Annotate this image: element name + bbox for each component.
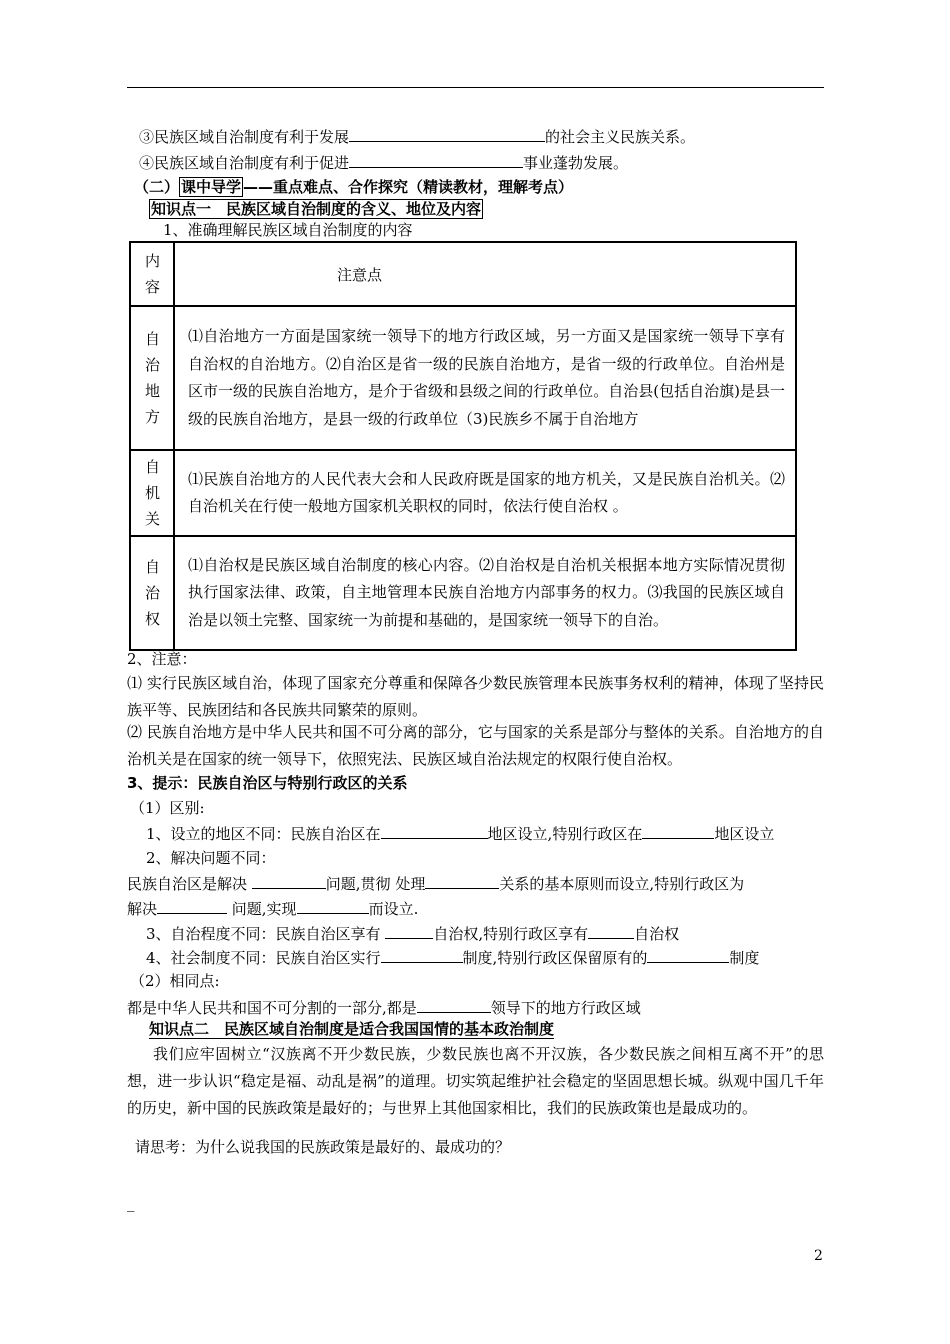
knowledge-point-1-title: 知识点一 民族区域自治制度的含义、地位及内容 — [151, 200, 482, 218]
row-text-cell: ⑴自治权是民族区域自治制度的核心内容。⑵自治权是自治机关根据本地方实际情况贯彻执行国家法律、政策，自主地管理本民族自治地方内部事务的权力。⑶我国的民族区域自治是以领土完整、国家统一为前提和基础的，是国家统一领导下的自治。 — [174, 536, 796, 650]
table-row — [130, 306, 796, 450]
answer-blank[interactable] — [297, 898, 369, 914]
answer-blank[interactable] — [381, 947, 463, 963]
boxed-title: 课中导学 — [181, 178, 242, 196]
row-text-cell: ⑴民族自治地方的人民代表大会和人民政府既是国家的地方机关，又是民族自治机关。⑵自治机关在行使一般地方国家机关职权的同时，依法行使自治权 。 — [174, 450, 796, 536]
answer-blank[interactable] — [252, 873, 326, 889]
subheading-1: 1、准确理解民族区域自治制度的内容 — [163, 221, 413, 239]
difference-2-line2: 解决 问题,实现 而设立. — [127, 900, 419, 918]
difference-2-line1: 民族自治区是解决 问题,贯彻 处理 关系的基本原则而设立,特别行政区为 — [127, 875, 745, 893]
answer-blank[interactable] — [647, 947, 729, 963]
content-table — [129, 241, 797, 651]
difference-3: 3、自治程度不同：民族自治区享有 自治权,特别行政区享有 自治权 — [146, 925, 680, 943]
note-2: ⑵ 民族自治地方是中华人民共和国不可分离的部分，它与国家的关系是部分与整体的关系。自治地方的自治机关是在国家的统一领导下，依照宪法、民族区域自治法规定的权限行使自治权。 — [127, 723, 824, 768]
header-cell-notes: 注意点 — [174, 242, 796, 306]
answer-blank[interactable] — [349, 152, 523, 168]
difference-1: 1、设立的地区不同：民族自治区在 地区设立,特别行政区在 地区设立 — [146, 825, 775, 843]
row-label-cell: 自机关 — [130, 450, 174, 536]
answer-blank[interactable] — [349, 126, 545, 142]
table-row — [130, 536, 796, 650]
think-question: 请思考：为什么说我国的民族政策是最好的、最成功的？ — [135, 1138, 511, 1156]
table-row — [130, 450, 796, 536]
answer-blank[interactable] — [588, 923, 634, 939]
answer-line[interactable]: _ — [127, 1194, 135, 1212]
row-label-cell: 自治地方 — [130, 306, 174, 450]
answer-blank[interactable] — [642, 823, 714, 839]
notes-heading: 2、注意： — [127, 650, 197, 668]
table-header-row — [130, 242, 796, 306]
similarity-text: 都是中华人民共和国不可分割的一部分,都是 领导下的地方行政区域 — [127, 999, 641, 1017]
note-1: ⑴ 实行民族区域自治，体现了国家充分尊重和保障各少数民族管理本民族事务权利的精神，体现了坚持民族平等、民族团结和各民族共同繁荣的原则。 — [127, 674, 824, 719]
difference-4: 4、社会制度不同：民族自治区实行 制度,特别行政区保留原有的 制度 — [146, 949, 760, 967]
fill-item-4: ④民族区域自治制度有利于促进 事业蓬勃发展。 — [139, 154, 629, 172]
page-number: 2 — [814, 1248, 823, 1264]
fill-item-3: ③民族区域自治制度有利于发展 的社会主义民族关系。 — [139, 128, 696, 146]
knowledge-point-2-title: 知识点二 民族区域自治制度是适合我国国情的基本政治制度 — [149, 1020, 555, 1038]
similarity-heading: （2）相同点: — [130, 972, 220, 990]
kp2-paragraph: 我们应牢固树立“汉族离不开少数民族，少数民族也离不开汉族，各少数民族之间相互离不开”的思想，进一步认识“稳定是福、动乱是祸”的道理。切实筑起维护社会稳定的坚固思想长城。纵观中国几千年的历史，新中国的民族政策是最好的；与世界上其他国家相比，我们的民族政策也是最成功的。 — [127, 1045, 824, 1117]
difference-heading: （1）区别: — [130, 799, 205, 817]
tip-heading: 3、提示：民族自治区与特别行政区的关系 — [127, 774, 408, 792]
answer-blank[interactable] — [417, 997, 491, 1013]
answer-blank[interactable] — [157, 898, 227, 914]
answer-blank[interactable] — [425, 873, 499, 889]
answer-blank[interactable] — [385, 923, 433, 939]
answer-blank[interactable] — [381, 823, 488, 839]
header-rule — [127, 87, 824, 88]
row-text-cell: ⑴自治地方一方面是国家统一领导下的地方行政区域，另一方面又是国家统一领导下享有自治权的自治地方。⑵自治区是省一级的民族自治地方，是省一级的行政单位。自治州是区市一级的民族自治地方，是介于省级和县级之间的行政单位。自治县(包括自治旗)是县一级的民族自治地方，是县一级的行政单位（3)民族乡不属于自治地方 — [174, 306, 796, 450]
difference-2-heading: 2、解决问题不同： — [146, 849, 276, 867]
header-cell-content: 内容 — [130, 242, 174, 306]
section-heading: （二） 课中导学 ——重点难点、合作探究（精读教材，理解考点） — [134, 178, 574, 196]
row-label-cell: 自治权 — [130, 536, 174, 650]
